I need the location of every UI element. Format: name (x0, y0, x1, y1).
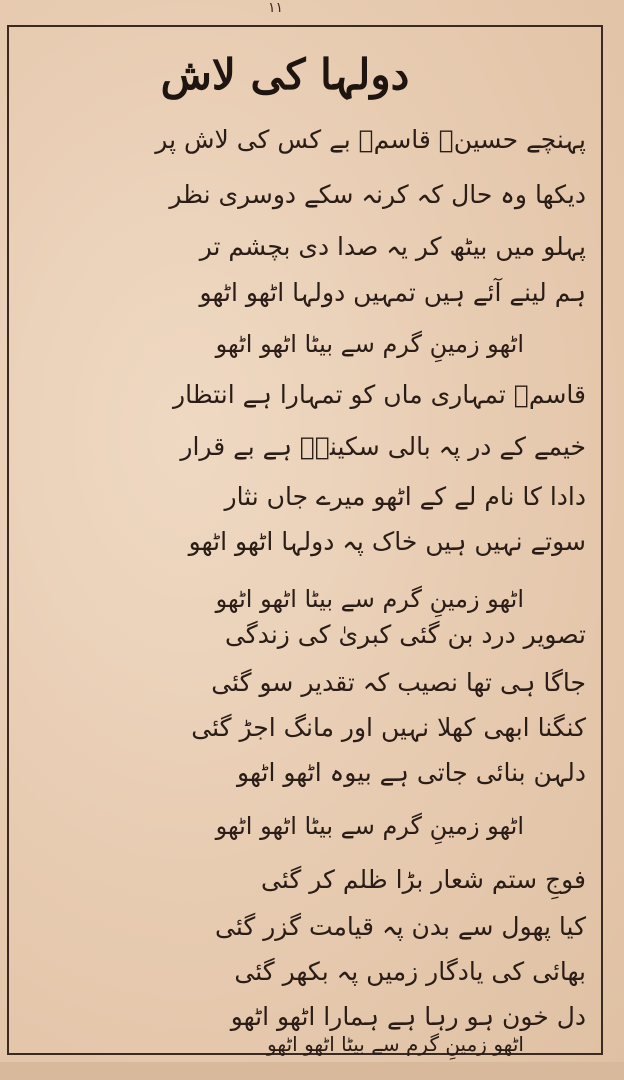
refrain-line: اٹھو زمینِ گرم سے بیٹا اٹھو اٹھو (215, 812, 524, 840)
verse-line: پہلو میں بیٹھ کر یہ صدا دی بچشم تر (199, 232, 586, 261)
verse-line: فوجِ ستم شعار بڑا ظلم کر گئی (261, 865, 586, 894)
verse-line: تصویر درد بن گئی کبریٰ کی زندگی (224, 620, 586, 649)
poem-title: دولہا کی لاش (160, 50, 410, 99)
verse-line: بھائی کی یادگار زمیں پہ بکھر گئی (234, 957, 586, 986)
refrain-line: اٹھو زمینِ گرم سے بیٹا اٹھو اٹھو (267, 1032, 524, 1056)
page-number: ۱۱ (268, 0, 284, 16)
verse-line: کیا پھول سے بدن پہ قیامت گزر گئی (215, 912, 586, 941)
page-bottom-edge (0, 1062, 624, 1080)
verse-line: کنگنا ابھی کھلا نہیں اور مانگ اجڑ گئی (191, 713, 586, 742)
verse-line: پہنچے حسینؑ قاسمؑ بے کس کی لاش پر (155, 125, 586, 154)
verse-line: دل خون ہو رہا ہے ہمارا اٹھو اٹھو (230, 1002, 586, 1031)
verse-line: جاگا ہی تھا نصیب کہ تقدیر سو گئی (211, 668, 586, 697)
verse-line: سوتے نہیں ہیں خاک پہ دولہا اٹھو اٹھو (188, 527, 586, 556)
verse-line: خیمے کے در پہ بالی سکینہؑ ہے بے قرار (180, 432, 586, 461)
verse-line: ہم لینے آئے ہیں تمہیں دولہا اٹھو اٹھو (199, 278, 586, 307)
refrain-line: اٹھو زمینِ گرم سے بیٹا اٹھو اٹھو (215, 330, 524, 358)
refrain-line: اٹھو زمینِ گرم سے بیٹا اٹھو اٹھو (215, 585, 524, 613)
verse-line: دادا کا نام لے کے اٹھو میرے جاں نثار (224, 482, 586, 511)
verse-line: دیکھا وہ حال کہ کرنہ سکے دوسری نظر (169, 180, 586, 209)
verse-line: قاسمؑ تمہاری ماں کو تمہارا ہے انتظار (173, 380, 586, 409)
verse-line: دلہن بنائی جاتی ہے بیوہ اٹھو اٹھو (237, 758, 586, 787)
